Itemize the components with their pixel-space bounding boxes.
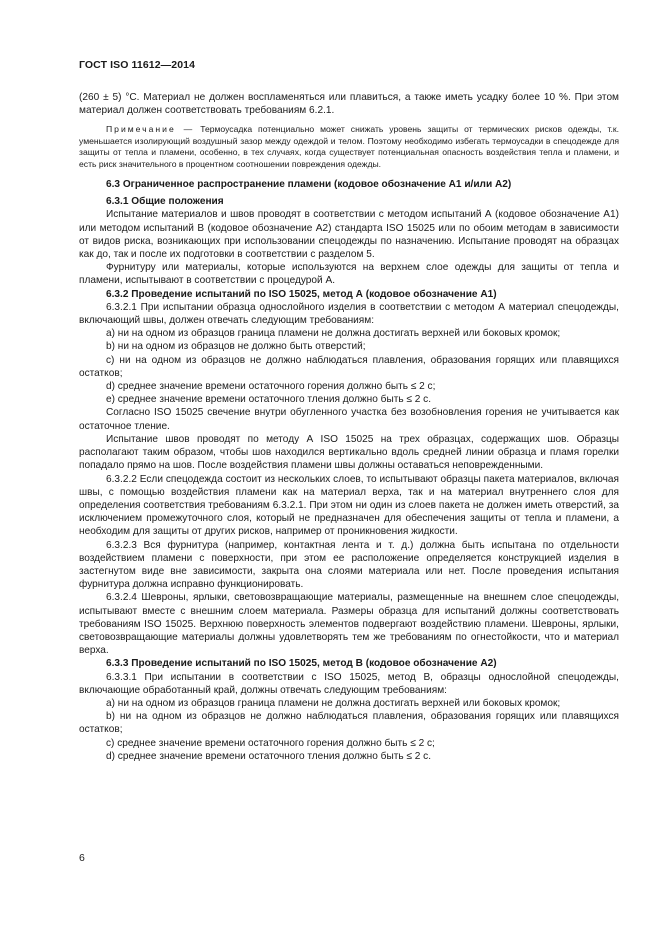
paragraph: Испытание швов проводят по методу А ISO 15025 на трех образцах, содержащих шов. Образцы располагают таким образом, чтобы шов находился вертикально вдоль средней линии образца и пламя горелки попадало прямо на шов. После воздействия пламени швы должны оставаться неповрежденными. bbox=[79, 433, 619, 472]
paragraph: 6.3.2.2 Если спецодежда состоит из нескольких слоев, то испытывают образцы пакета материалов, включая швы, с помощью воздействия пламени как на материал верха, так и на материал внутреннего слоя для определения соответствия требованиям 6.3.2.1. При этом ни один из слоев пакета не должен иметь отверстий, за исключением промежуточного слоя, который не предназначен для обеспечения защиты от тепла и пламени, а необходим для защиты от других рисков, например от проникновения жидкости. bbox=[79, 473, 619, 538]
list-item: c) ни на одном из образцов не должно наблюдаться плавления, образования горящих или плавящихся остатков; bbox=[79, 354, 619, 379]
paragraph: Согласно ISO 15025 свечение внутри обугленного участка без возобновления горения не учитывается как остаточное тление. bbox=[79, 407, 619, 432]
paragraph: (260 ± 5) °С. Материал не должен воспламеняться или плавиться, а также иметь усадку более 10 %. При этом материал должен соответствовать требованиям 6.2.1. bbox=[79, 92, 619, 117]
document-header: ГОСТ ISO 11612—2014 bbox=[79, 59, 196, 71]
paragraph: 6.3.2.4 Шевроны, ярлыки, световозвращающие материалы, размещенные на внешнем слое спецодежды, испытывают вместе с внешним слоем материала. Размеры образца для испытаний должны соответствовать требованиям ISO 15025. Верхнюю поверхность элементов подвергают воздействию пламени. Шевроны, ярлыки, световозвращающие материалы должны удовлетворять тем же требованиям по огнестойкости, что и материал верха. bbox=[79, 592, 619, 657]
paragraph: 6.3.3.1 При испытании в соответствии с ISO 15025, метод В, образцы однослойной спецодежды, включающие обработанный край, должны отвечать следующим требованиям: bbox=[79, 671, 619, 696]
document-body bbox=[79, 91, 619, 763]
paragraph: Фурнитуру или материалы, которые используются на верхнем слое одежды для защиты от тепла и пламени, испытывают в соответствии с процедурой А. bbox=[79, 262, 619, 287]
list-item: b) ни на одном из образцов не должно наблюдаться плавления, образования горящих или плавящихся остатков; bbox=[79, 711, 619, 736]
page-number: 6 bbox=[79, 852, 85, 864]
note-label: Примечание — bbox=[106, 124, 195, 135]
subsection-heading: 6.3.1 Общие положения bbox=[106, 196, 224, 208]
subsection-heading: 6.3.3 Проведение испытаний по ISO 15025, метод В (кодовое обозначение А2) bbox=[106, 658, 497, 670]
section-heading: 6.3 Ограниченное распространение пламени (кодовое обозначение А1 и/или А2) bbox=[106, 179, 512, 191]
note bbox=[79, 124, 619, 170]
list-item: e) среднее значение времени остаточного тления должно быть ≤ 2 с. bbox=[106, 394, 432, 406]
paragraph: Испытание материалов и швов проводят в соответствии с методом испытаний А (кодовое обозначение А1) или методом испытаний В (кодовое обозначение А2) стандарта ISO 15025 или по обоим методам в зависимости от видов риска, возникающих при использовании спецодежды по назначению. Испытание проводят на образцах как до, так и после их подготовки в соответствии с разделом 5. bbox=[79, 209, 619, 261]
list-item: a) ни на одном из образцов граница пламени не должна достигать верхней или боковых кромок; bbox=[106, 697, 561, 709]
list-item: a) ни на одном из образцов граница пламени не должна достигать верхней или боковых кромок; bbox=[106, 328, 561, 340]
list-item: c) среднее значение времени остаточного горения должно быть ≤ 2 с; bbox=[106, 737, 435, 749]
note-text: Термоусадка потенциально может снижать уровень защиты от термических рисков одежды, т.к. уменьшается изолирующий воздушный зазор между одеждой и телом. Поэтому необходимо избегать термоусадки в спецодежде для защиты от тепла и пламени, особенно, в тех случаях, когда существует потенциальная опасность воздействия тепла и пламени, и есть риск значительного в процентном соотношении повреждения одежды. bbox=[79, 124, 619, 169]
list-item: d) среднее значение времени остаточного тления должно быть ≤ 2 с. bbox=[106, 750, 432, 762]
paragraph: 6.3.2.3 Вся фурнитура (например, контактная лента и т. д.) должна быть испытана по отдельности воздействием пламени с поверхности, при этом ее расположение определяется конструкцией изделия в застегнутом виде вне зависимости, закрыта она слоями материала или нет. После проведения испытания фурнитура должна исправно функционировать. bbox=[79, 539, 619, 591]
list-item: b) ни на одном из образцов не должно быть отверстий; bbox=[106, 341, 366, 353]
paragraph: 6.3.2.1 При испытании образца однослойного изделия в соответствии с методом А материал спецодежды, включающий швы, должен отвечать следующим требованиям: bbox=[79, 301, 619, 327]
list-item: d) среднее значение времени остаточного горения должно быть ≤ 2 с; bbox=[106, 381, 436, 393]
subsection-heading: 6.3.2 Проведение испытаний по ISO 15025, метод А (кодовое обозначение А1) bbox=[106, 288, 497, 300]
